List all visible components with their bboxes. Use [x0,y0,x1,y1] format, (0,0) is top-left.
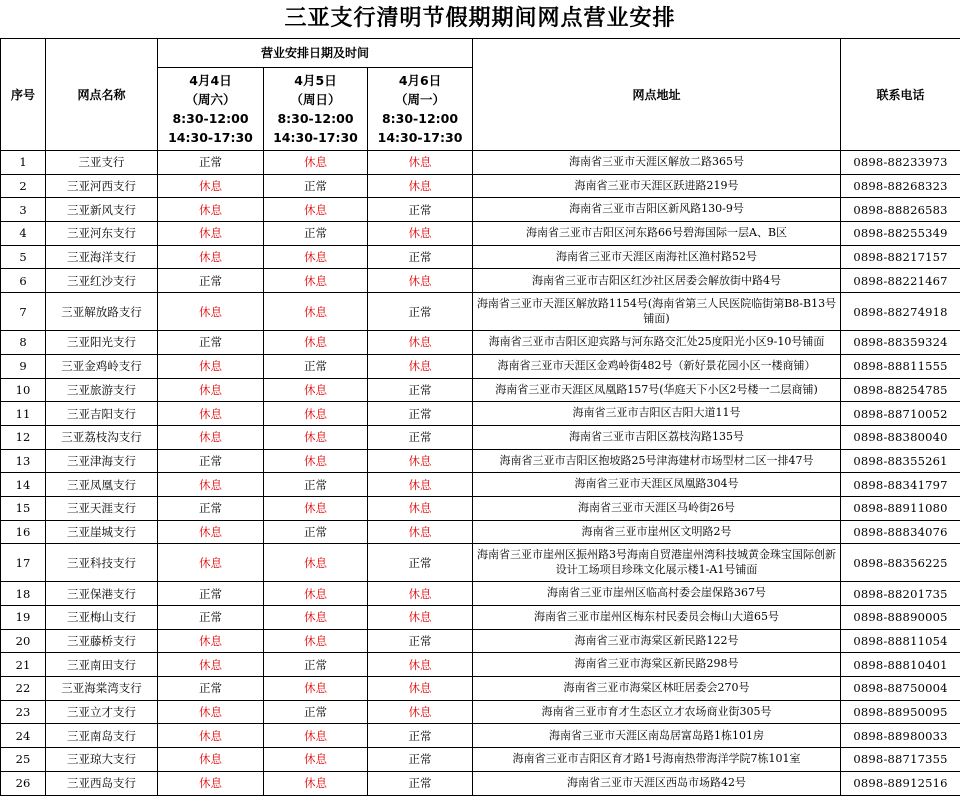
row-status-day-1: 休息 [158,198,264,222]
row-branch-name: 三亚海棠湾支行 [46,677,158,701]
row-address: 海南省三亚市吉阳区育才路1号海南热带海洋学院7栋101室 [473,748,841,772]
row-status-day-3: 休息 [368,677,473,701]
row-branch-name: 三亚西岛支行 [46,771,158,795]
row-phone: 0898-88274918 [841,293,960,331]
row-status-day-3: 休息 [368,354,473,378]
table-row [1,222,960,246]
row-phone: 0898-88826583 [841,198,960,222]
table-row [1,677,960,701]
row-status-day-2: 休息 [264,245,368,269]
row-branch-name: 三亚保港支行 [46,582,158,606]
row-status-day-2: 正常 [264,520,368,544]
header-date-1-weekday: （周六） [158,90,263,109]
row-phone: 0898-88233973 [841,151,960,175]
header-date-2-am: 8:30-12:00 [264,109,367,128]
row-status-day-3: 正常 [368,771,473,795]
row-phone: 0898-88950095 [841,700,960,724]
row-phone: 0898-88912516 [841,771,960,795]
table-row [1,582,960,606]
row-status-day-3: 休息 [368,520,473,544]
row-status-day-1: 正常 [158,331,264,355]
table-row [1,653,960,677]
row-status-day-2: 休息 [264,402,368,426]
header-date-1-pm: 14:30-17:30 [158,128,263,147]
row-status-day-1: 休息 [158,653,264,677]
row-address: 海南省三亚市天涯区跃进路219号 [473,174,841,198]
row-status-day-2: 休息 [264,198,368,222]
row-status-day-2: 休息 [264,629,368,653]
row-status-day-3: 正常 [368,378,473,402]
row-address: 海南省三亚市育才生态区立才农场商业街305号 [473,700,841,724]
row-status-day-1: 休息 [158,378,264,402]
row-status-day-2: 休息 [264,151,368,175]
row-seq: 20 [1,629,46,653]
row-status-day-1: 正常 [158,269,264,293]
row-seq: 12 [1,425,46,449]
table-row [1,473,960,497]
page-title: 三亚支行清明节假期期间网点营业安排 [0,0,960,38]
header-date-2-weekday: （周日） [264,90,367,109]
row-seq: 5 [1,245,46,269]
row-seq: 24 [1,724,46,748]
row-seq: 25 [1,748,46,772]
header-phone: 联系电话 [841,39,960,151]
row-seq: 11 [1,402,46,426]
row-seq: 26 [1,771,46,795]
row-phone: 0898-88268323 [841,174,960,198]
row-address: 海南省三亚市海棠区新民路298号 [473,653,841,677]
row-status-day-2: 正常 [264,653,368,677]
row-phone: 0898-88221467 [841,269,960,293]
table-row [1,425,960,449]
header-date-2 [264,68,368,151]
row-status-day-3: 休息 [368,269,473,293]
row-phone: 0898-88811555 [841,354,960,378]
row-seq: 13 [1,449,46,473]
row-seq: 18 [1,582,46,606]
row-seq: 4 [1,222,46,246]
header-date-3-weekday: （周一） [368,90,472,109]
row-phone: 0898-88355261 [841,449,960,473]
row-address: 海南省三亚市天涯区解放路1154号(海南省第三人民医院临街第B8-B13号铺面) [473,293,841,331]
row-status-day-1: 休息 [158,748,264,772]
row-branch-name: 三亚河东支行 [46,222,158,246]
row-seq: 6 [1,269,46,293]
row-branch-name: 三亚红沙支行 [46,269,158,293]
row-status-day-1: 正常 [158,582,264,606]
row-seq: 23 [1,700,46,724]
table-row [1,700,960,724]
row-status-day-1: 休息 [158,700,264,724]
row-status-day-3: 休息 [368,449,473,473]
row-address: 海南省三亚市天涯区马岭街26号 [473,496,841,520]
row-branch-name: 三亚吉阳支行 [46,402,158,426]
row-branch-name: 三亚河西支行 [46,174,158,198]
row-status-day-2: 休息 [264,378,368,402]
row-status-day-1: 休息 [158,771,264,795]
row-seq: 19 [1,606,46,630]
row-status-day-3: 休息 [368,653,473,677]
row-branch-name: 三亚藤桥支行 [46,629,158,653]
row-status-day-2: 休息 [264,748,368,772]
row-status-day-2: 正常 [264,473,368,497]
row-status-day-1: 休息 [158,402,264,426]
table-row [1,245,960,269]
row-address: 海南省三亚市吉阳区新风路130-9号 [473,198,841,222]
row-phone: 0898-88911080 [841,496,960,520]
row-status-day-3: 正常 [368,402,473,426]
header-branch-name: 网点名称 [46,39,158,151]
row-address: 海南省三亚市海棠区林旺居委会270号 [473,677,841,701]
row-phone: 0898-88341797 [841,473,960,497]
row-branch-name: 三亚新风支行 [46,198,158,222]
table-row [1,748,960,772]
row-status-day-2: 休息 [264,582,368,606]
row-status-day-2: 正常 [264,700,368,724]
table-row [1,354,960,378]
row-phone: 0898-88356225 [841,544,960,582]
row-phone: 0898-88890005 [841,606,960,630]
row-status-day-3: 休息 [368,222,473,246]
row-status-day-1: 正常 [158,449,264,473]
row-status-day-3: 正常 [368,544,473,582]
row-address: 海南省三亚市崖州区梅东村民委员会梅山大道65号 [473,606,841,630]
row-branch-name: 三亚支行 [46,151,158,175]
row-status-day-3: 正常 [368,198,473,222]
header-date-3-am: 8:30-12:00 [368,109,472,128]
table-row [1,496,960,520]
row-status-day-1: 休息 [158,354,264,378]
row-address: 海南省三亚市吉阳区吉阳大道11号 [473,402,841,426]
table-row [1,771,960,795]
row-status-day-2: 休息 [264,677,368,701]
row-status-day-2: 正常 [264,174,368,198]
row-seq: 3 [1,198,46,222]
row-branch-name: 三亚琼大支行 [46,748,158,772]
row-address: 海南省三亚市天涯区凤凰路304号 [473,473,841,497]
row-status-day-2: 休息 [264,449,368,473]
row-status-day-3: 正常 [368,748,473,772]
row-branch-name: 三亚海洋支行 [46,245,158,269]
row-branch-name: 三亚南田支行 [46,653,158,677]
row-address: 海南省三亚市吉阳区抱坡路25号津海建材市场型材二区一排47号 [473,449,841,473]
header-date-1-am: 8:30-12:00 [158,109,263,128]
row-phone: 0898-88254785 [841,378,960,402]
row-address: 海南省三亚市吉阳区红沙社区居委会解放街中路4号 [473,269,841,293]
row-phone: 0898-88811054 [841,629,960,653]
row-address: 海南省三亚市吉阳区河东路66号碧海国际一层A、B区 [473,222,841,246]
table-row [1,151,960,175]
row-status-day-2: 休息 [264,269,368,293]
row-address: 海南省三亚市天涯区凤凰路157号(华庭天下小区2号楼一二层商铺) [473,378,841,402]
table-row [1,606,960,630]
header-schedule-group: 营业安排日期及时间 [158,39,473,68]
row-status-day-3: 休息 [368,331,473,355]
table-row [1,449,960,473]
row-status-day-1: 休息 [158,293,264,331]
row-status-day-2: 休息 [264,496,368,520]
row-phone: 0898-88717355 [841,748,960,772]
row-branch-name: 三亚旅游支行 [46,378,158,402]
row-status-day-2: 休息 [264,331,368,355]
row-phone: 0898-88980033 [841,724,960,748]
row-address: 海南省三亚市天涯区解放二路365号 [473,151,841,175]
row-address: 海南省三亚市崖州区文明路2号 [473,520,841,544]
row-status-day-3: 休息 [368,700,473,724]
table-row [1,724,960,748]
row-status-day-2: 休息 [264,606,368,630]
row-phone: 0898-88255349 [841,222,960,246]
header-date-1-date: 4月4日 [158,71,263,90]
row-status-day-2: 休息 [264,544,368,582]
row-status-day-2: 正常 [264,354,368,378]
row-phone: 0898-88710052 [841,402,960,426]
row-phone: 0898-88834076 [841,520,960,544]
row-address: 海南省三亚市吉阳区迎宾路与河东路交汇处25度阳光小区9-10号铺面 [473,331,841,355]
row-address: 海南省三亚市天涯区南海社区渔村路52号 [473,245,841,269]
header-date-3-pm: 14:30-17:30 [368,128,472,147]
table-row [1,174,960,198]
row-status-day-3: 休息 [368,582,473,606]
row-status-day-1: 休息 [158,724,264,748]
row-branch-name: 三亚荔枝沟支行 [46,425,158,449]
row-address: 海南省三亚市崖州区振州路3号海南自贸港崖州湾科技城黄金珠宝国际创新设计工场项目珍珠文化展示楼1-A1号铺面 [473,544,841,582]
row-branch-name: 三亚解放路支行 [46,293,158,331]
header-date-3 [368,68,473,151]
row-status-day-3: 休息 [368,151,473,175]
row-branch-name: 三亚崖城支行 [46,520,158,544]
header-seq: 序号 [1,39,46,151]
row-status-day-2: 休息 [264,425,368,449]
row-branch-name: 三亚梅山支行 [46,606,158,630]
row-seq: 9 [1,354,46,378]
table-row [1,269,960,293]
row-branch-name: 三亚科技支行 [46,544,158,582]
table-row [1,331,960,355]
row-phone: 0898-88201735 [841,582,960,606]
row-status-day-3: 休息 [368,174,473,198]
row-status-day-1: 休息 [158,629,264,653]
row-branch-name: 三亚金鸡岭支行 [46,354,158,378]
table-row [1,402,960,426]
row-seq: 17 [1,544,46,582]
row-seq: 8 [1,331,46,355]
row-seq: 14 [1,473,46,497]
row-seq: 16 [1,520,46,544]
table-body [1,151,960,796]
row-status-day-3: 休息 [368,496,473,520]
row-status-day-2: 休息 [264,293,368,331]
row-status-day-1: 休息 [158,544,264,582]
row-address: 海南省三亚市天涯区金鸡岭街482号（新好景花园小区一楼商铺） [473,354,841,378]
row-status-day-1: 休息 [158,473,264,497]
row-seq: 22 [1,677,46,701]
row-branch-name: 三亚天涯支行 [46,496,158,520]
row-address: 海南省三亚市天涯区西岛市场路42号 [473,771,841,795]
table-row [1,544,960,582]
table-row [1,198,960,222]
row-status-day-1: 正常 [158,677,264,701]
row-status-day-1: 正常 [158,496,264,520]
row-phone: 0898-88750004 [841,677,960,701]
row-status-day-1: 休息 [158,222,264,246]
row-status-day-3: 休息 [368,606,473,630]
row-status-day-3: 正常 [368,293,473,331]
row-status-day-1: 休息 [158,245,264,269]
row-status-day-1: 休息 [158,425,264,449]
row-status-day-2: 休息 [264,724,368,748]
row-seq: 15 [1,496,46,520]
row-phone: 0898-88217157 [841,245,960,269]
row-seq: 10 [1,378,46,402]
table-row [1,629,960,653]
row-seq: 1 [1,151,46,175]
row-phone: 0898-88359324 [841,331,960,355]
row-branch-name: 三亚南岛支行 [46,724,158,748]
row-branch-name: 三亚立才支行 [46,700,158,724]
row-seq: 21 [1,653,46,677]
header-date-2-pm: 14:30-17:30 [264,128,367,147]
header-date-2-date: 4月5日 [264,71,367,90]
row-seq: 7 [1,293,46,331]
row-status-day-1: 休息 [158,520,264,544]
row-status-day-3: 正常 [368,629,473,653]
row-phone: 0898-88380040 [841,425,960,449]
header-date-3-date: 4月6日 [368,71,472,90]
row-branch-name: 三亚凤凰支行 [46,473,158,497]
row-address: 海南省三亚市吉阳区荔枝沟路135号 [473,425,841,449]
row-phone: 0898-88810401 [841,653,960,677]
table-row [1,520,960,544]
row-address: 海南省三亚市崖州区临高村委会崖保路367号 [473,582,841,606]
header-address: 网点地址 [473,39,841,151]
row-address: 海南省三亚市天涯区南岛居富岛路1栋101房 [473,724,841,748]
schedule-table [0,38,960,796]
row-status-day-1: 休息 [158,174,264,198]
row-status-day-3: 休息 [368,473,473,497]
row-status-day-1: 正常 [158,606,264,630]
row-branch-name: 三亚津海支行 [46,449,158,473]
row-status-day-3: 正常 [368,724,473,748]
row-seq: 2 [1,174,46,198]
row-status-day-2: 休息 [264,771,368,795]
row-status-day-3: 正常 [368,245,473,269]
table-row [1,293,960,331]
row-status-day-2: 正常 [264,222,368,246]
row-status-day-1: 正常 [158,151,264,175]
row-branch-name: 三亚阳光支行 [46,331,158,355]
header-date-1 [158,68,264,151]
row-status-day-3: 正常 [368,425,473,449]
row-address: 海南省三亚市海棠区新民路122号 [473,629,841,653]
table-row [1,378,960,402]
